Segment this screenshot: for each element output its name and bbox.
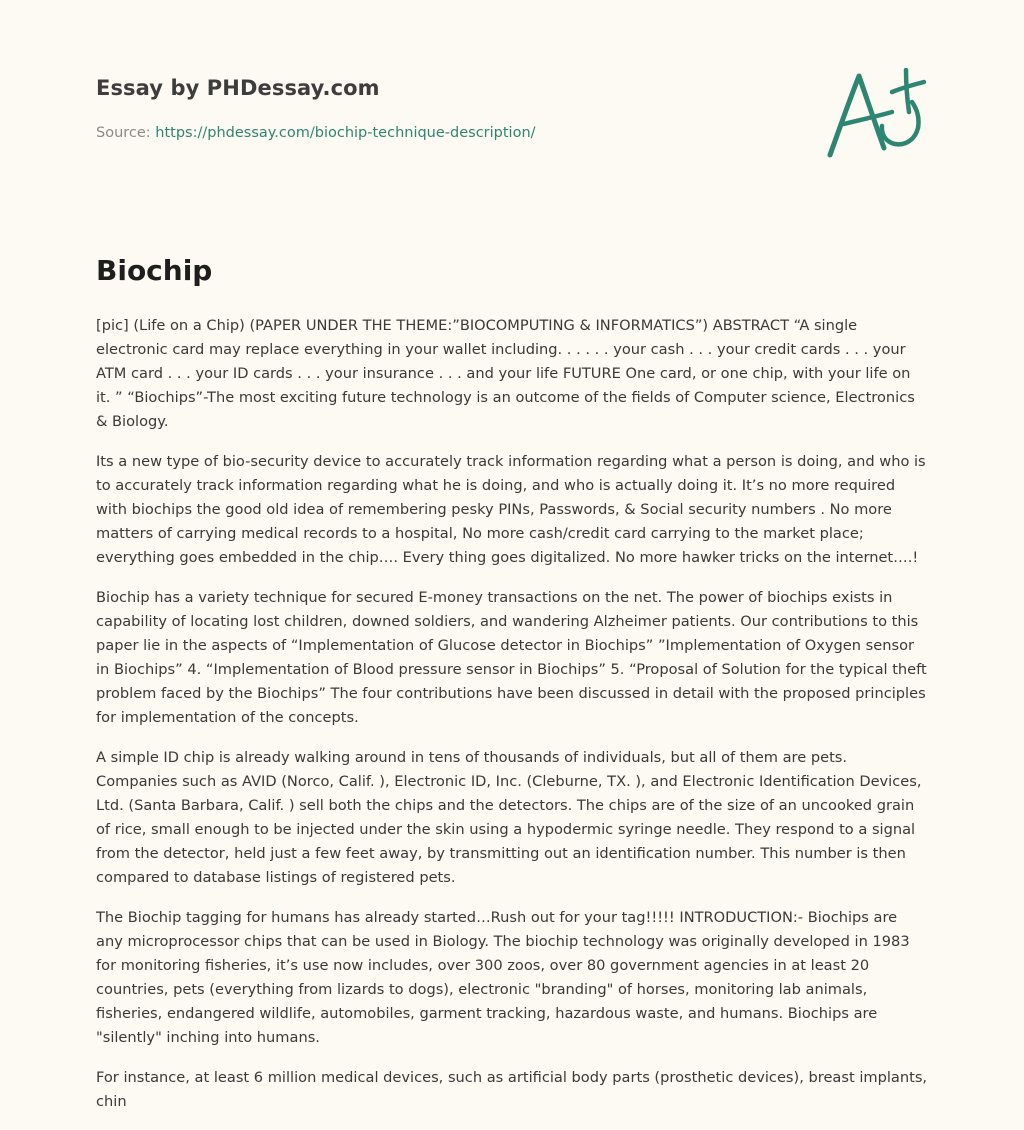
essay-paragraph: For instance, at least 6 million medical devices, such as artificial body parts (prosthetic devices), breast implants, chin <box>96 1069 928 1110</box>
essay-paragraph: [pic] (Life on a Chip) (PAPER UNDER THE THEME:”BIOCOMPUTING & INFORMATICS”) ABSTRACT “A single electronic card may replace everything in your wallet including. . . . . . your cash . . . your credit cards . . . your ATM card . . . your ID cards . . . your insurance . . . and your life FUTURE One card, or one chip, with your life on it. ” “Biochips”-The most exciting future technology is an outcome of the fields of Computer science, Electronics & Biology. <box>96 317 915 430</box>
source-link[interactable]: https://phdessay.com/biochip-technique-description/ <box>155 125 536 141</box>
essay-body <box>96 314 928 1130</box>
essay-paragraph: A simple ID chip is already walking around in tens of thousands of individuals, but all of them are pets. Companies such as AVID (Norco, Calif. ), Electronic ID, Inc. (Cleburne, TX. ), and Electronic Identification Devices, Ltd. (Santa Barbara, Calif. ) sell both the chips and the detectors. The chips are of the size of an uncooked grain of rice, small enough to be injected under the skin using a hypodermic syringe needle. They respond to a signal from the detector, held just a few feet away, by transmitting out an identification number. This number is then compared to database listings of registered pets. <box>96 749 922 886</box>
essay-paragraph: Biochip has a variety technique for secured E-money transactions on the net. The power of biochips exists in capability of locating lost children, downed soldiers, and wandering Alzheimer patients. Our contributions to this paper lie in the aspects of “Implementation of Glucose detector in Biochips” ”Implementation of Oxygen sensor in Biochips” 4. “Implementation of Blood pressure sensor in Biochips” 5. “Proposal of Solution for the typical theft problem faced by the Biochips” The four contributions have been discussed in detail with the proposed principles for implementation of the concepts. <box>96 589 927 726</box>
brand-title: Essay by PHDessay.com <box>96 76 380 100</box>
essay-paragraph: The Biochip tagging for humans has already started…Rush out for your tag!!!!! INTRODUCTION:- Biochips are any microprocessor chips that can be used in Biology. The biochip technology was originally developed in 1983 for monitoring fisheries, it’s use now includes, over 300 zoos, over 80 government agencies in at least 20 countries, pets (everything from lizards to dogs), electronic "branding" of horses, monitoring lab animals, fisheries, endangered wildlife, automobiles, garment tracking, hazardous waste, and humans. Biochips are "silently" inching into humans. <box>96 909 910 1046</box>
source-label: Source: <box>96 125 151 141</box>
source-line <box>96 125 536 141</box>
essay-paragraph: Its a new type of bio-security device to accurately track information regarding what a person is doing, and who is to accurately track information regarding what he is doing, and who is actually doing it. It’s no more required with biochips the good old idea of remembering pesky PINs, Passwords, & Social security numbers . No more matters of carrying medical records to a hospital, No more cash/credit card carrying to the market place; everything goes embedded in the chip…. Every thing goes digitalized. No more hawker tricks on the internet….! <box>96 453 926 566</box>
essay-title: Biochip <box>96 254 213 287</box>
a-plus-logo-icon <box>824 68 928 164</box>
page-header <box>96 74 928 174</box>
